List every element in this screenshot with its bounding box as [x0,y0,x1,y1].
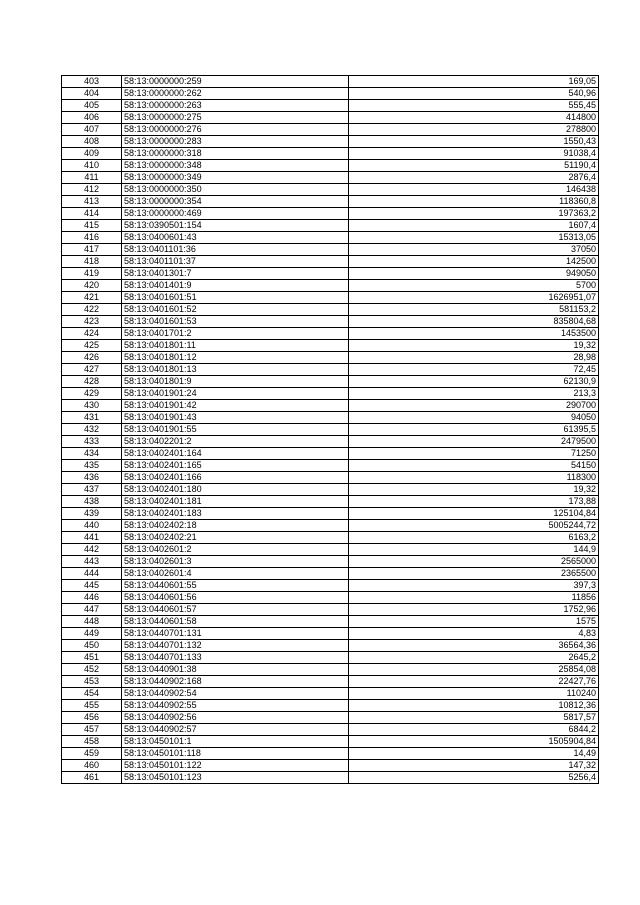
row-number-cell: 443 [62,556,122,568]
row-number-cell: 438 [62,496,122,508]
table-row [62,112,599,124]
value-cell: 540,96 [349,88,599,100]
value-cell: 142500 [349,256,599,268]
value-cell: 125104,84 [349,508,599,520]
cadastral-number-cell: 58:13:0440701:133 [122,652,349,664]
cadastral-number-cell: 58:13:0401701:2 [122,328,349,340]
value-cell: 118360,8 [349,196,599,208]
cadastral-number-cell: 58:13:0401901:24 [122,388,349,400]
table-row [62,556,599,568]
value-cell: 1505904,84 [349,736,599,748]
value-cell: 36564,36 [349,640,599,652]
cadastral-number-cell: 58:13:0000000:283 [122,136,349,148]
row-number-cell: 460 [62,760,122,772]
table-row [62,244,599,256]
table-row [62,712,599,724]
row-number-cell: 441 [62,532,122,544]
value-cell: 4,83 [349,628,599,640]
table-row [62,700,599,712]
value-cell: 2479500 [349,436,599,448]
cadastral-number-cell: 58:13:0000000:318 [122,148,349,160]
value-cell: 6844,2 [349,724,599,736]
table-row [62,724,599,736]
row-number-cell: 428 [62,376,122,388]
cadastral-number-cell: 58:13:0440701:131 [122,628,349,640]
table-row [62,232,599,244]
table-row [62,460,599,472]
table-row [62,388,599,400]
table-row [62,316,599,328]
table-row [62,484,599,496]
value-cell: 25854,08 [349,664,599,676]
table-row [62,532,599,544]
value-cell: 71250 [349,448,599,460]
value-cell: 1550,43 [349,136,599,148]
value-cell: 1575 [349,616,599,628]
table-row [62,592,599,604]
row-number-cell: 432 [62,424,122,436]
row-number-cell: 447 [62,604,122,616]
cadastral-number-cell: 58:13:0440902:54 [122,688,349,700]
row-number-cell: 403 [62,76,122,88]
value-cell: 72,45 [349,364,599,376]
cadastral-number-cell: 58:13:0402401:164 [122,448,349,460]
cadastral-number-cell: 58:13:0000000:275 [122,112,349,124]
table-row [62,520,599,532]
cadastral-number-cell: 58:13:0401801:13 [122,364,349,376]
value-cell: 62130,9 [349,376,599,388]
table-body [62,76,599,784]
cadastral-number-cell: 58:13:0000000:262 [122,88,349,100]
cadastral-number-cell: 58:13:0440601:58 [122,616,349,628]
value-cell: 6163,2 [349,532,599,544]
cadastral-number-cell: 58:13:0402401:180 [122,484,349,496]
value-cell: 213,3 [349,388,599,400]
table-row [62,652,599,664]
value-cell: 19,32 [349,484,599,496]
row-number-cell: 440 [62,520,122,532]
table-row [62,208,599,220]
cadastral-number-cell: 58:13:0450101:123 [122,772,349,784]
value-cell: 19,32 [349,340,599,352]
row-number-cell: 433 [62,436,122,448]
cadastral-number-cell: 58:13:0440901:38 [122,664,349,676]
row-number-cell: 436 [62,472,122,484]
value-cell: 51190,4 [349,160,599,172]
row-number-cell: 452 [62,664,122,676]
cadastral-number-cell: 58:13:0440601:56 [122,592,349,604]
table-row [62,772,599,784]
cadastral-number-cell: 58:13:0440601:57 [122,604,349,616]
value-cell: 555,45 [349,100,599,112]
cadastral-number-cell: 58:13:0402401:166 [122,472,349,484]
cadastral-number-cell: 58:13:0000000:354 [122,196,349,208]
row-number-cell: 422 [62,304,122,316]
row-number-cell: 454 [62,688,122,700]
value-cell: 173,88 [349,496,599,508]
row-number-cell: 413 [62,196,122,208]
cadastral-number-cell: 58:13:0401301:7 [122,268,349,280]
row-number-cell: 405 [62,100,122,112]
value-cell: 118300 [349,472,599,484]
row-number-cell: 459 [62,748,122,760]
table-row [62,76,599,88]
cadastral-number-cell: 58:13:0401901:42 [122,400,349,412]
row-number-cell: 416 [62,232,122,244]
table-row [62,748,599,760]
value-cell: 11856 [349,592,599,604]
table-row [62,676,599,688]
value-cell: 414800 [349,112,599,124]
value-cell: 197363,2 [349,208,599,220]
table-row [62,376,599,388]
table-row [62,688,599,700]
table-row [62,268,599,280]
row-number-cell: 419 [62,268,122,280]
cadastral-number-cell: 58:13:0402601:3 [122,556,349,568]
table-row [62,628,599,640]
cadastral-number-cell: 58:13:0401801:9 [122,376,349,388]
value-cell: 397,3 [349,580,599,592]
row-number-cell: 409 [62,148,122,160]
cadastral-number-cell: 58:13:0402601:2 [122,544,349,556]
row-number-cell: 455 [62,700,122,712]
value-cell: 1453500 [349,328,599,340]
table-row [62,172,599,184]
value-cell: 290700 [349,400,599,412]
table-row [62,100,599,112]
table-row [62,148,599,160]
value-cell: 54150 [349,460,599,472]
row-number-cell: 410 [62,160,122,172]
cadastral-number-cell: 58:13:0401801:12 [122,352,349,364]
value-cell: 146438 [349,184,599,196]
cadastral-number-cell: 58:13:0440902:57 [122,724,349,736]
value-cell: 15313,05 [349,232,599,244]
row-number-cell: 406 [62,112,122,124]
cadastral-number-cell: 58:13:0000000:263 [122,100,349,112]
cadastral-number-cell: 58:13:0401101:37 [122,256,349,268]
cadastral-number-cell: 58:13:0000000:350 [122,184,349,196]
cadastral-number-cell: 58:13:0401901:55 [122,424,349,436]
table-row [62,616,599,628]
row-number-cell: 457 [62,724,122,736]
value-cell: 169,05 [349,76,599,88]
cadastral-number-cell: 58:13:0401801:11 [122,340,349,352]
row-number-cell: 414 [62,208,122,220]
cadastral-number-cell: 58:13:0000000:259 [122,76,349,88]
table-row [62,664,599,676]
row-number-cell: 434 [62,448,122,460]
cadastral-number-cell: 58:13:0000000:469 [122,208,349,220]
cadastral-number-cell: 58:13:0440902:55 [122,700,349,712]
row-number-cell: 411 [62,172,122,184]
table-row [62,364,599,376]
table-row [62,604,599,616]
row-number-cell: 439 [62,508,122,520]
row-number-cell: 458 [62,736,122,748]
value-cell: 22427,76 [349,676,599,688]
row-number-cell: 415 [62,220,122,232]
table-row [62,196,599,208]
value-cell: 5817,57 [349,712,599,724]
value-cell: 61395,5 [349,424,599,436]
row-number-cell: 456 [62,712,122,724]
table-row [62,640,599,652]
value-cell: 10812,36 [349,700,599,712]
value-cell: 2645,2 [349,652,599,664]
table-row [62,160,599,172]
value-cell: 949050 [349,268,599,280]
cadastral-number-cell: 58:13:0402402:21 [122,532,349,544]
value-cell: 5256,4 [349,772,599,784]
value-cell: 14,49 [349,748,599,760]
cadastral-number-cell: 58:13:0000000:349 [122,172,349,184]
row-number-cell: 430 [62,400,122,412]
row-number-cell: 418 [62,256,122,268]
value-cell: 144,9 [349,544,599,556]
table-row [62,304,599,316]
value-cell: 835804,68 [349,316,599,328]
table-row [62,352,599,364]
cadastral-value-table [61,75,599,784]
table-row [62,328,599,340]
cadastral-number-cell: 58:13:0440902:168 [122,676,349,688]
row-number-cell: 424 [62,328,122,340]
cadastral-number-cell: 58:13:0450101:122 [122,760,349,772]
cadastral-number-cell: 58:13:0440601:55 [122,580,349,592]
cadastral-number-cell: 58:13:0450101:1 [122,736,349,748]
table-row [62,340,599,352]
table-row [62,292,599,304]
table-row [62,136,599,148]
row-number-cell: 461 [62,772,122,784]
row-number-cell: 437 [62,484,122,496]
table-row [62,496,599,508]
value-cell: 1607,4 [349,220,599,232]
table-row [62,580,599,592]
value-cell: 1752,96 [349,604,599,616]
cadastral-number-cell: 58:13:0402401:181 [122,496,349,508]
value-cell: 5005244,72 [349,520,599,532]
row-number-cell: 427 [62,364,122,376]
row-number-cell: 450 [62,640,122,652]
row-number-cell: 442 [62,544,122,556]
row-number-cell: 446 [62,592,122,604]
cadastral-number-cell: 58:13:0402401:165 [122,460,349,472]
table-row [62,508,599,520]
row-number-cell: 420 [62,280,122,292]
row-number-cell: 408 [62,136,122,148]
cadastral-number-cell: 58:13:0401901:43 [122,412,349,424]
cadastral-number-cell: 58:13:0401601:53 [122,316,349,328]
row-number-cell: 449 [62,628,122,640]
table-row [62,220,599,232]
cadastral-number-cell: 58:13:0402201:2 [122,436,349,448]
table-row [62,280,599,292]
cadastral-number-cell: 58:13:0401601:51 [122,292,349,304]
cadastral-number-cell: 58:13:0402402:18 [122,520,349,532]
value-cell: 2565000 [349,556,599,568]
row-number-cell: 444 [62,568,122,580]
cadastral-number-cell: 58:13:0000000:348 [122,160,349,172]
cadastral-number-cell: 58:13:0390501:154 [122,220,349,232]
row-number-cell: 407 [62,124,122,136]
value-cell: 94050 [349,412,599,424]
value-cell: 2876,4 [349,172,599,184]
cadastral-number-cell: 58:13:0401101:36 [122,244,349,256]
table-row [62,736,599,748]
row-number-cell: 448 [62,616,122,628]
row-number-cell: 412 [62,184,122,196]
cadastral-number-cell: 58:13:0402601:4 [122,568,349,580]
cadastral-number-cell: 58:13:0440902:56 [122,712,349,724]
cadastral-number-cell: 58:13:0440701:132 [122,640,349,652]
cadastral-number-cell: 58:13:0450101:118 [122,748,349,760]
value-cell: 2365500 [349,568,599,580]
table-row [62,760,599,772]
table-row [62,256,599,268]
row-number-cell: 431 [62,412,122,424]
row-number-cell: 425 [62,340,122,352]
row-number-cell: 445 [62,580,122,592]
row-number-cell: 426 [62,352,122,364]
table-row [62,544,599,556]
row-number-cell: 404 [62,88,122,100]
cadastral-number-cell: 58:13:0400601:43 [122,232,349,244]
table-row [62,88,599,100]
row-number-cell: 423 [62,316,122,328]
table-row [62,124,599,136]
value-cell: 5700 [349,280,599,292]
table-row [62,400,599,412]
value-cell: 581153,2 [349,304,599,316]
row-number-cell: 421 [62,292,122,304]
value-cell: 28,98 [349,352,599,364]
row-number-cell: 435 [62,460,122,472]
table-row [62,568,599,580]
value-cell: 1626951,07 [349,292,599,304]
value-cell: 147,32 [349,760,599,772]
table-row [62,448,599,460]
table-row [62,412,599,424]
cadastral-number-cell: 58:13:0401601:52 [122,304,349,316]
table-row [62,472,599,484]
cadastral-number-cell: 58:13:0000000:276 [122,124,349,136]
row-number-cell: 451 [62,652,122,664]
table-row [62,424,599,436]
row-number-cell: 429 [62,388,122,400]
value-cell: 37050 [349,244,599,256]
cadastral-number-cell: 58:13:0401401:9 [122,280,349,292]
table-row [62,184,599,196]
value-cell: 110240 [349,688,599,700]
value-cell: 278800 [349,124,599,136]
table-row [62,436,599,448]
cadastral-number-cell: 58:13:0402401:183 [122,508,349,520]
value-cell: 91038,4 [349,148,599,160]
row-number-cell: 417 [62,244,122,256]
row-number-cell: 453 [62,676,122,688]
